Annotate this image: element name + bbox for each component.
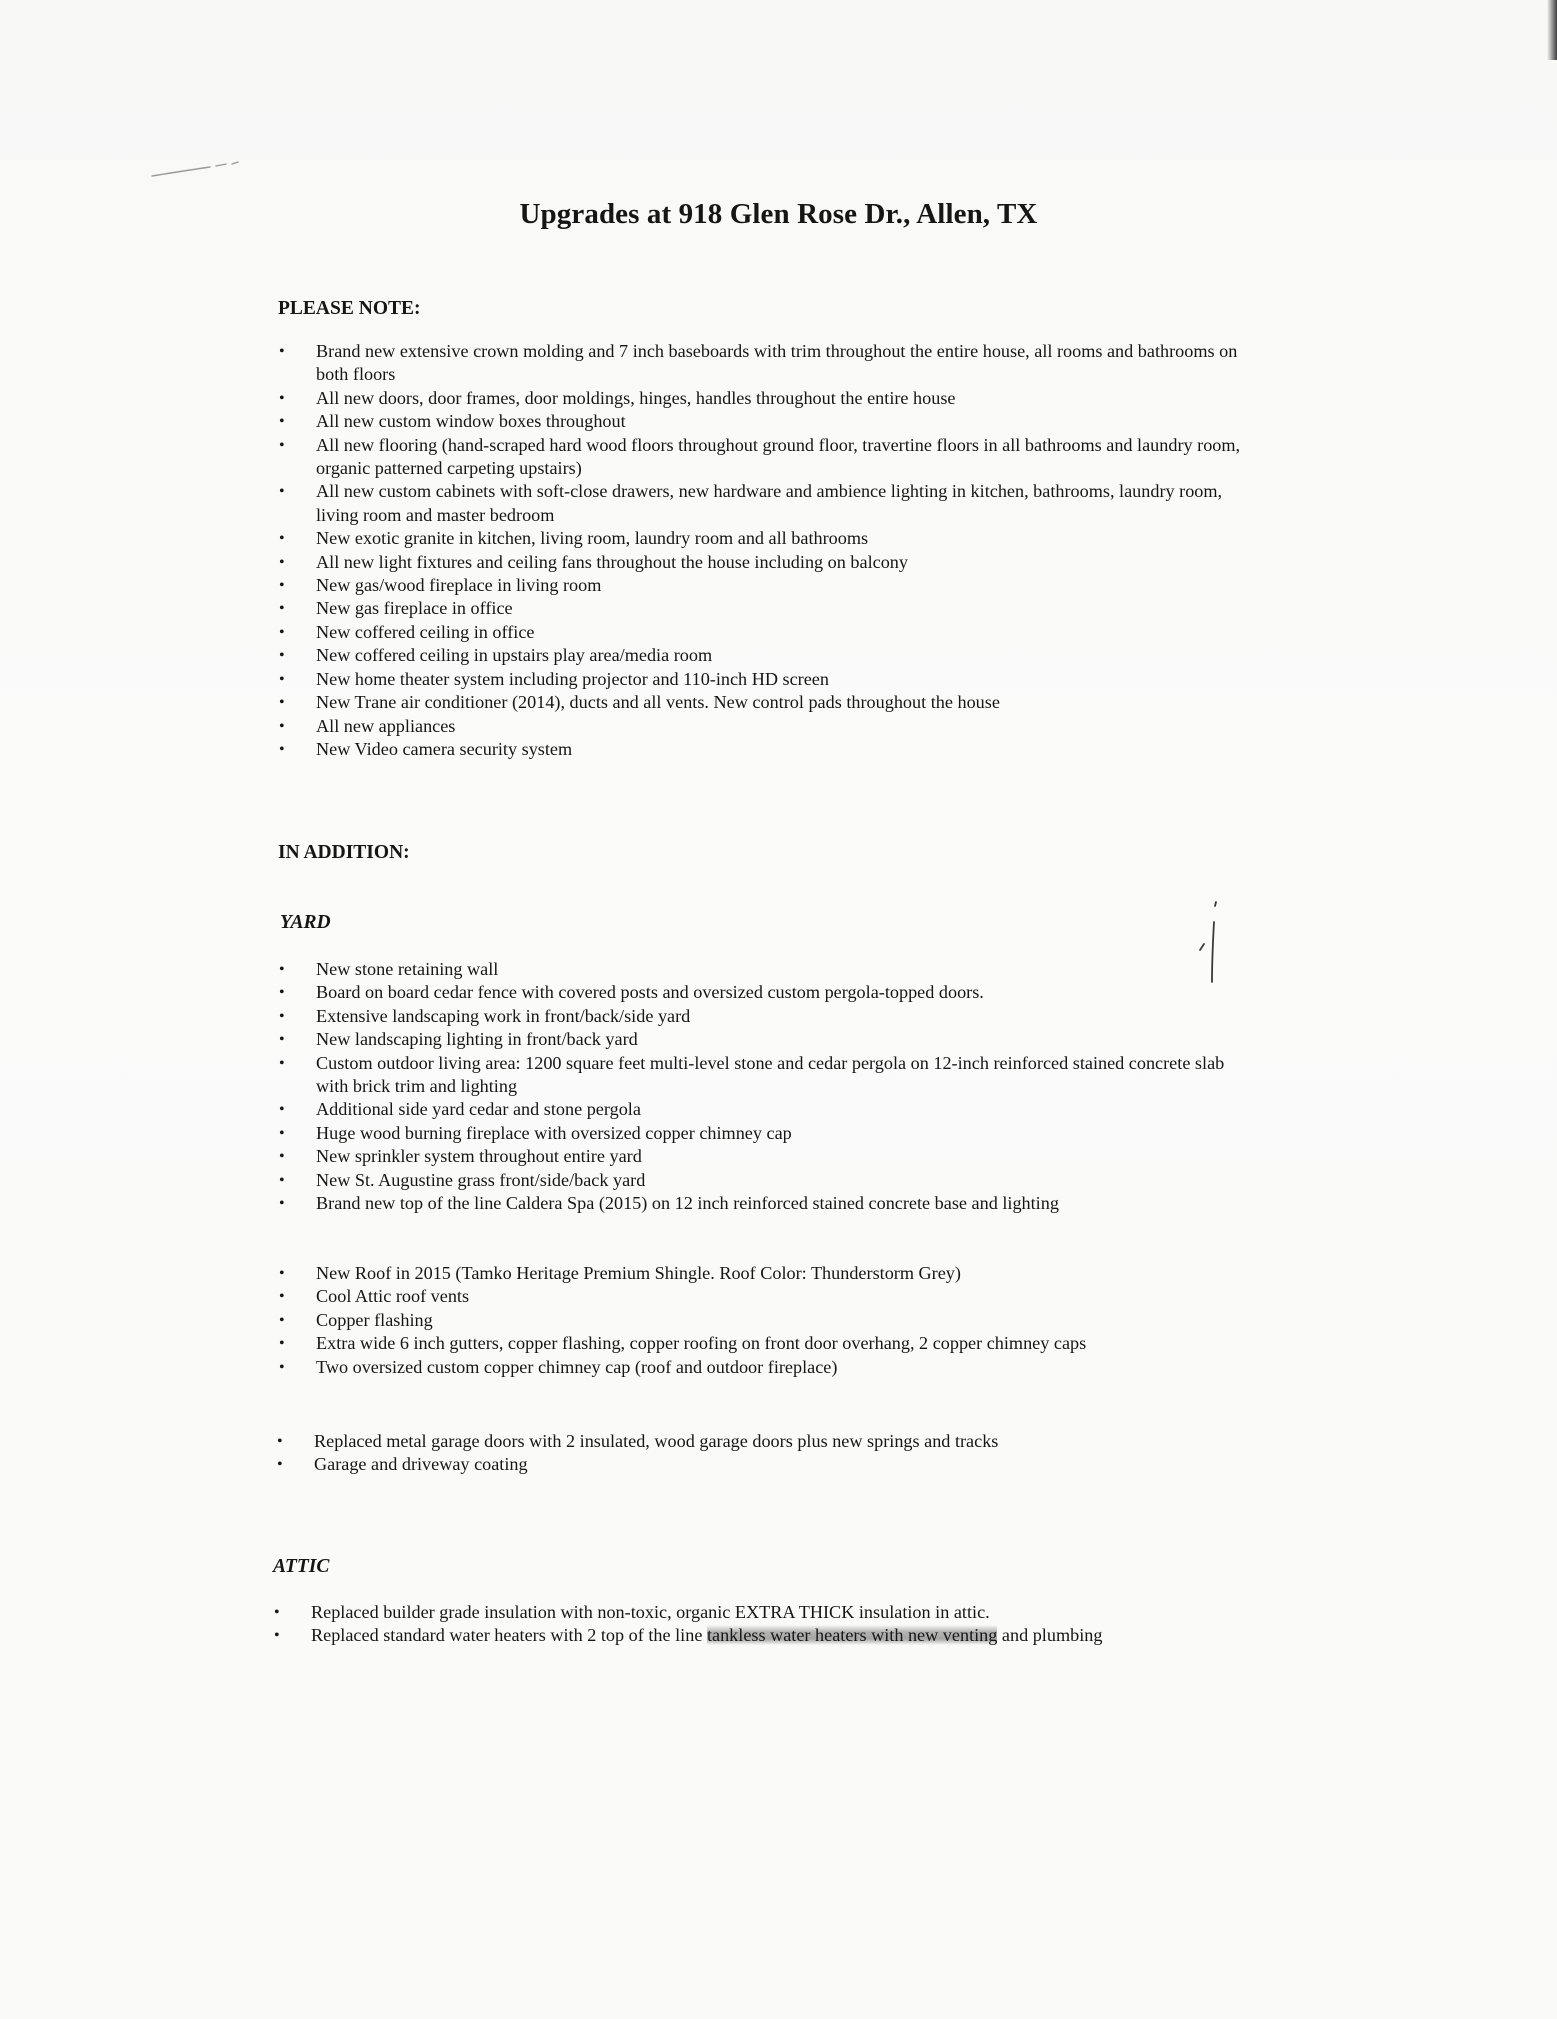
yard-list — [316, 958, 1251, 1215]
please-note-list — [316, 340, 1251, 761]
list-item: • Brand new top of the line Caldera Spa (2015) on 12 inch reinforced stained concrete base and lighting — [316, 1192, 1251, 1215]
document-title: Upgrades at 918 Glen Rose Dr., Allen, TX — [519, 198, 1038, 230]
list-item: • Huge wood burning fireplace with oversized copper chimney cap — [316, 1122, 1251, 1145]
list-item: • All new doors, door frames, door moldings, hinges, handles throughout the entire house — [316, 387, 1251, 410]
list-item: • Board on board cedar fence with covered posts and oversized custom pergola-topped doors. — [316, 981, 1251, 1004]
list-item: • New stone retaining wall — [316, 958, 1251, 981]
list-item: • Brand new extensive crown molding and 7 inch baseboards with trim throughout the entire house, all rooms and bathrooms on both floors — [316, 340, 1251, 387]
list-item: • New coffered ceiling in office — [316, 621, 1251, 644]
list-item: • New exotic granite in kitchen, living room, laundry room and all bathrooms — [316, 527, 1251, 550]
roof-list — [316, 1262, 1251, 1379]
list-item: • Cool Attic roof vents — [316, 1285, 1251, 1308]
page-edge-shadow — [1547, 0, 1557, 60]
list-item: • New St. Augustine grass front/side/back yard — [316, 1169, 1251, 1192]
list-item: • Replaced builder grade insulation with non-toxic, organic EXTRA THICK insulation in attic. — [311, 1601, 1271, 1624]
highlighted-text: tankless water heaters with new venting — [706, 1625, 998, 1646]
garage-list — [314, 1430, 1249, 1477]
list-item: • New Roof in 2015 (Tamko Heritage Premium Shingle. Roof Color: Thunderstorm Grey) — [316, 1262, 1251, 1285]
please-note-heading: PLEASE NOTE: — [278, 298, 421, 319]
list-item-text: and plumbing — [997, 1625, 1103, 1646]
attic-list — [311, 1601, 1271, 1648]
pen-check-mark — [1190, 900, 1230, 1000]
list-item: • Two oversized custom copper chimney cap (roof and outdoor fireplace) — [316, 1356, 1251, 1379]
list-item: • All new custom window boxes throughout — [316, 410, 1251, 433]
list-item: • All new appliances — [316, 715, 1251, 738]
list-item: • All new light fixtures and ceiling fans throughout the house including on balcony — [316, 551, 1251, 574]
list-item: • New coffered ceiling in upstairs play area/media room — [316, 644, 1251, 667]
list-item — [311, 1624, 1271, 1647]
yard-heading: YARD — [280, 912, 331, 933]
list-item: • New Trane air conditioner (2014), ducts and all vents. New control pads throughout the house — [316, 691, 1251, 714]
list-item: • New home theater system including projector and 110-inch HD screen — [316, 668, 1251, 691]
list-item: • New landscaping lighting in front/back yard — [316, 1028, 1251, 1051]
list-item: • All new flooring (hand-scraped hard wood floors throughout ground floor, travertine floors in all bathrooms and laundry room, organic patterned carpeting upstairs) — [316, 434, 1251, 481]
list-item: • Garage and driveway coating — [314, 1453, 1249, 1476]
list-item: • Custom outdoor living area: 1200 square feet multi-level stone and cedar pergola on 12-inch reinforced stained concrete slab with brick trim and lighting — [316, 1052, 1251, 1099]
list-item: • New Video camera security system — [316, 738, 1251, 761]
list-item: • All new custom cabinets with soft-close drawers, new hardware and ambience lighting in kitchen, bathrooms, laundry room, living room and master bedroom — [316, 480, 1251, 527]
list-item: • Extra wide 6 inch gutters, copper flashing, copper roofing on front door overhang, 2 copper chimney caps — [316, 1332, 1251, 1355]
list-item: • New gas fireplace in office — [316, 597, 1251, 620]
list-item: • Replaced metal garage doors with 2 insulated, wood garage doors plus new springs and tracks — [314, 1430, 1249, 1453]
list-item: • New sprinkler system throughout entire yard — [316, 1145, 1251, 1168]
list-item: • Extensive landscaping work in front/back/side yard — [316, 1005, 1251, 1028]
list-item: • Additional side yard cedar and stone pergola — [316, 1098, 1251, 1121]
list-item: • New gas/wood fireplace in living room — [316, 574, 1251, 597]
attic-heading: ATTIC — [273, 1556, 330, 1577]
list-item: • Copper flashing — [316, 1309, 1251, 1332]
in-addition-heading: IN ADDITION: — [278, 842, 410, 863]
list-item-text: Replaced standard water heaters with 2 top of the line — [311, 1625, 707, 1646]
pencil-smudge-mark — [150, 160, 245, 180]
